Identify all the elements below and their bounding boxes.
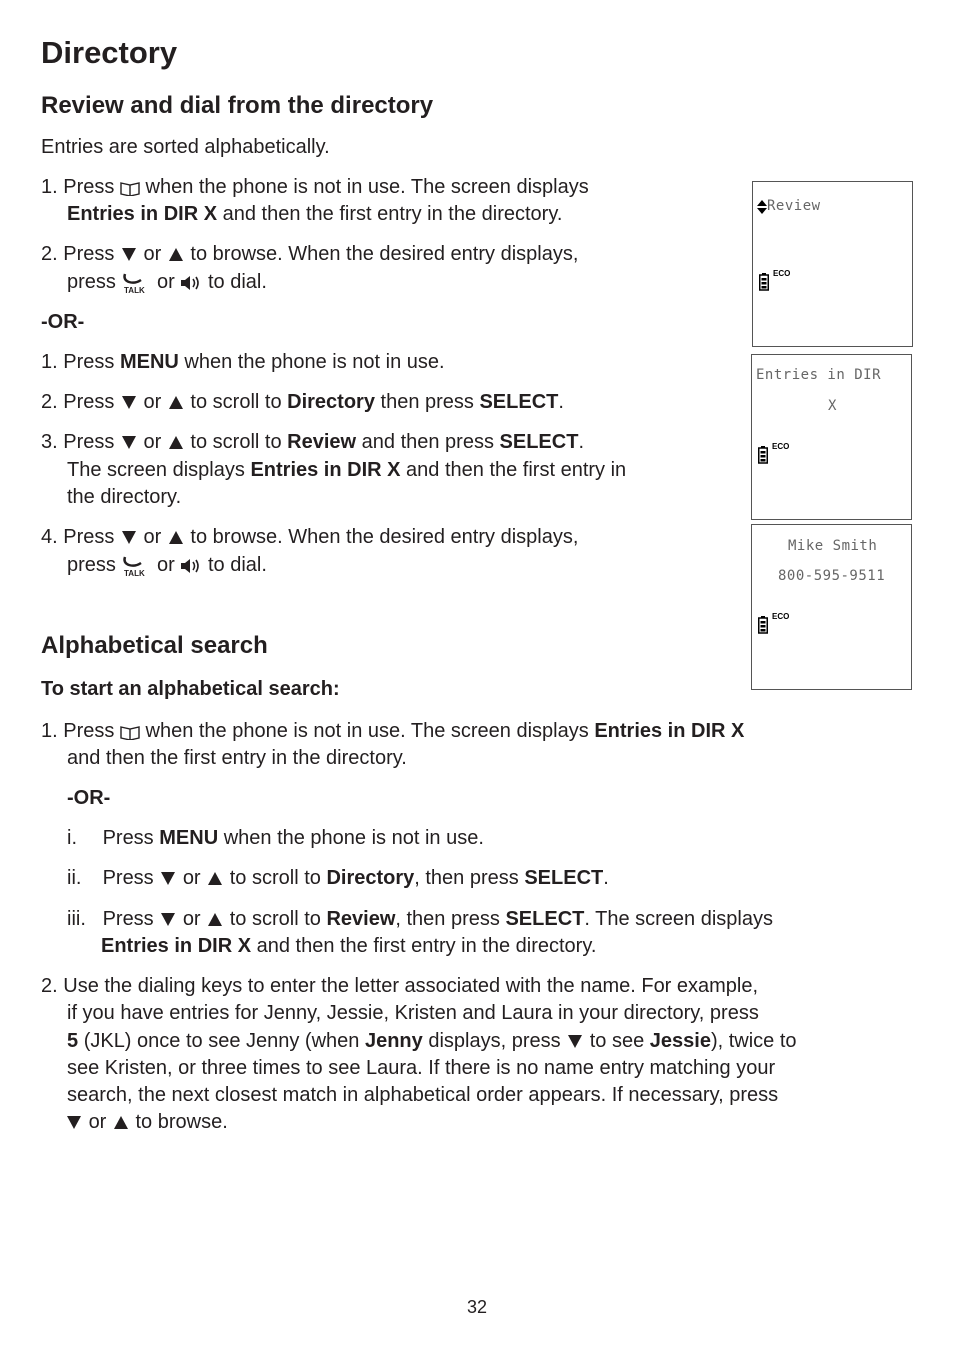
screen-text: Entries in DIR: [756, 367, 882, 383]
step-text: or: [88, 1111, 107, 1133]
alt-step-3: [41, 429, 584, 456]
speaker-icon: [180, 557, 202, 575]
step-text: to see: [589, 1030, 645, 1052]
step-number: 1.: [41, 720, 58, 742]
up-arrow-icon: [169, 531, 183, 544]
screen-text: Review: [767, 198, 821, 214]
step-text: and then the first entry in the directory.: [256, 935, 597, 957]
bold-text: Review: [287, 431, 357, 453]
step-text: to scroll to: [190, 431, 282, 453]
down-arrow-icon: [122, 248, 136, 261]
step-text: or: [182, 908, 201, 930]
alt-step-2: [41, 389, 564, 416]
alt-step-1: [41, 349, 445, 376]
step-text: Press: [102, 908, 154, 930]
or-label: [41, 309, 84, 336]
bold-text: Jessie: [649, 1030, 711, 1052]
search-step-2-line4: [67, 1055, 775, 1082]
substep-i: [67, 825, 484, 852]
page-number: 32: [466, 1297, 488, 1317]
eco-label: ECO: [772, 442, 790, 451]
step-text: .: [578, 431, 584, 453]
up-arrow-icon: [169, 436, 183, 449]
step-text: Press: [63, 351, 115, 373]
bold-text: SELECT: [499, 431, 579, 453]
step-text: and then the first entry in the directory.: [67, 747, 407, 769]
step-number: 4.: [41, 526, 58, 548]
step-text: .: [603, 867, 609, 889]
bold-text: MENU: [119, 351, 179, 373]
step-text: when the phone is not in use.: [223, 827, 484, 849]
or-label-2: [67, 785, 110, 812]
alt-step-3-cont: [67, 457, 626, 484]
step-text: or: [143, 391, 162, 413]
substep-ii: [67, 865, 609, 892]
bold-text: Entries in DIR X: [101, 935, 252, 957]
step-text: to browse. When the desired entry displays,: [190, 243, 579, 265]
step-text: to scroll to: [229, 867, 321, 889]
step-text: , then press: [414, 867, 519, 889]
step-text: (JKL) once to see Jenny (when: [83, 1030, 360, 1052]
step-text: Press: [63, 431, 115, 453]
bold-text: MENU: [159, 827, 219, 849]
step-2-cont: [67, 269, 267, 296]
step-text: or: [182, 867, 201, 889]
alt-step-4-cont: [67, 552, 267, 579]
step-text: Press: [63, 720, 115, 742]
or-text: -OR-: [41, 311, 85, 333]
alt-step-3-cont2: [67, 484, 181, 511]
step-text: or: [143, 431, 162, 453]
up-arrow-icon: [169, 396, 183, 409]
step-text: the directory.: [67, 486, 182, 508]
step-text: Press: [102, 867, 154, 889]
search-step-2-line3: [67, 1028, 797, 1055]
talk-icon: [121, 555, 151, 577]
bold-text: Entries in DIR X: [67, 203, 218, 225]
search-step-2-line2: [67, 1000, 759, 1027]
bold-text: Directory: [287, 391, 375, 413]
step-text: search, the next closest match in alphabetical order appears. If necessary, press: [67, 1084, 779, 1106]
step-text: if you have entries for Jenny, Jessie, Kristen and Laura in your directory, press: [67, 1002, 759, 1024]
step-text: or: [143, 243, 162, 265]
up-arrow-icon: [208, 913, 222, 926]
step-text: to dial.: [207, 271, 267, 293]
step-text: when the phone is not in use.: [184, 351, 445, 373]
step-number: 3.: [41, 431, 58, 453]
step-text: displays, press: [428, 1030, 561, 1052]
step-text: Press: [63, 526, 115, 548]
step-text: then press: [380, 391, 474, 413]
down-arrow-icon: [122, 436, 136, 449]
battery-icon: [759, 273, 769, 291]
step-text: Press: [63, 243, 115, 265]
step-number: 1.: [41, 351, 58, 373]
down-arrow-icon: [161, 872, 175, 885]
talk-icon: [121, 272, 151, 294]
svg-text:TALK: TALK: [124, 285, 146, 294]
battery-icon: [758, 446, 768, 464]
or-text: -OR-: [67, 787, 111, 809]
step-text: or: [143, 526, 162, 548]
bold-text: SELECT: [479, 391, 559, 413]
search-step-1: [41, 718, 744, 745]
up-arrow-icon: [169, 248, 183, 261]
step-text: and then the first entry in the directory.: [222, 203, 563, 225]
step-number: ii.: [67, 867, 82, 889]
step-text: to scroll to: [229, 908, 321, 930]
bold-text: Entries in DIR X: [594, 720, 745, 742]
intro-text: Entries are sorted alphabetically.: [41, 136, 330, 158]
step-2: [41, 241, 578, 268]
screen-text: Mike Smith: [788, 538, 878, 554]
step-text: , then press: [395, 908, 500, 930]
step-text: . The screen displays: [584, 908, 773, 930]
step-text: to dial.: [207, 554, 267, 576]
bold-text: SELECT: [505, 908, 585, 930]
section-heading-review: Review and dial from the directory: [41, 92, 434, 119]
step-number: 2.: [41, 391, 58, 413]
step-text: to browse.: [135, 1111, 228, 1133]
scroll-arrows-icon: [757, 200, 767, 214]
directory-book-icon: [120, 724, 140, 740]
step-text: when the phone is not in use. The screen displays: [145, 176, 589, 198]
svg-text:TALK: TALK: [124, 568, 146, 577]
screen-text: 800-595-9511: [778, 568, 886, 584]
bold-text: 5: [67, 1030, 79, 1052]
step-number: iii.: [67, 908, 86, 930]
battery-icon: [758, 616, 768, 634]
down-arrow-icon: [568, 1035, 582, 1048]
search-step-2-line6: [67, 1109, 228, 1136]
step-text: .: [558, 391, 564, 413]
page-title: Directory: [41, 35, 178, 70]
alt-step-4: [41, 524, 578, 551]
lcd-screen-review: [752, 181, 913, 347]
screen-text: X: [828, 398, 837, 414]
step-text: ), twice to: [710, 1030, 797, 1052]
bold-text: SELECT: [524, 867, 604, 889]
step-number: i.: [67, 827, 77, 849]
up-arrow-icon: [208, 872, 222, 885]
subheading: To start an alphabetical search:: [41, 678, 340, 700]
step-text: and then the first entry in: [406, 459, 627, 481]
bold-text: Entries in DIR X: [250, 459, 401, 481]
step-text: Press: [102, 827, 154, 849]
step-text: Use the dialing keys to enter the letter associated with the name. For example,: [63, 975, 759, 997]
step-number: 2.: [41, 243, 58, 265]
search-step-2-line5: [67, 1082, 778, 1109]
step-number: 2.: [41, 975, 58, 997]
step-text: when the phone is not in use. The screen displays: [145, 720, 589, 742]
substep-iii-cont: [101, 933, 596, 960]
bold-text: Directory: [326, 867, 415, 889]
directory-book-icon: [120, 180, 140, 196]
step-text: to browse. When the desired entry displays,: [190, 526, 579, 548]
lcd-screen-entries: [751, 354, 912, 520]
step-text: press: [67, 271, 116, 293]
eco-label: ECO: [773, 269, 791, 278]
bold-text: Review: [326, 908, 396, 930]
substep-iii: [67, 906, 773, 933]
search-step-2: [41, 973, 758, 1000]
down-arrow-icon: [67, 1116, 81, 1129]
bold-text: Jenny: [364, 1030, 423, 1052]
step-text: or: [157, 271, 175, 293]
eco-label: ECO: [772, 612, 790, 621]
section-heading-alphabetical: Alphabetical search: [41, 632, 268, 659]
down-arrow-icon: [161, 913, 175, 926]
down-arrow-icon: [122, 396, 136, 409]
step-number: 1.: [41, 176, 58, 198]
step-text: to scroll to: [190, 391, 282, 413]
step-text: The screen displays: [67, 459, 245, 481]
step-text: and then press: [361, 431, 494, 453]
speaker-icon: [180, 274, 202, 292]
lcd-screen-entry: [751, 524, 912, 690]
step-text: press: [67, 554, 116, 576]
step-1: [41, 174, 589, 201]
step-text: Press: [63, 391, 115, 413]
step-1-cont: [67, 201, 562, 228]
step-text: see Kristen, or three times to see Laura. If there is no name entry matching your: [67, 1057, 776, 1079]
down-arrow-icon: [122, 531, 136, 544]
search-step-1-cont: [67, 745, 407, 772]
up-arrow-icon: [114, 1116, 128, 1129]
step-text: or: [157, 554, 175, 576]
step-text: Press: [63, 176, 115, 198]
